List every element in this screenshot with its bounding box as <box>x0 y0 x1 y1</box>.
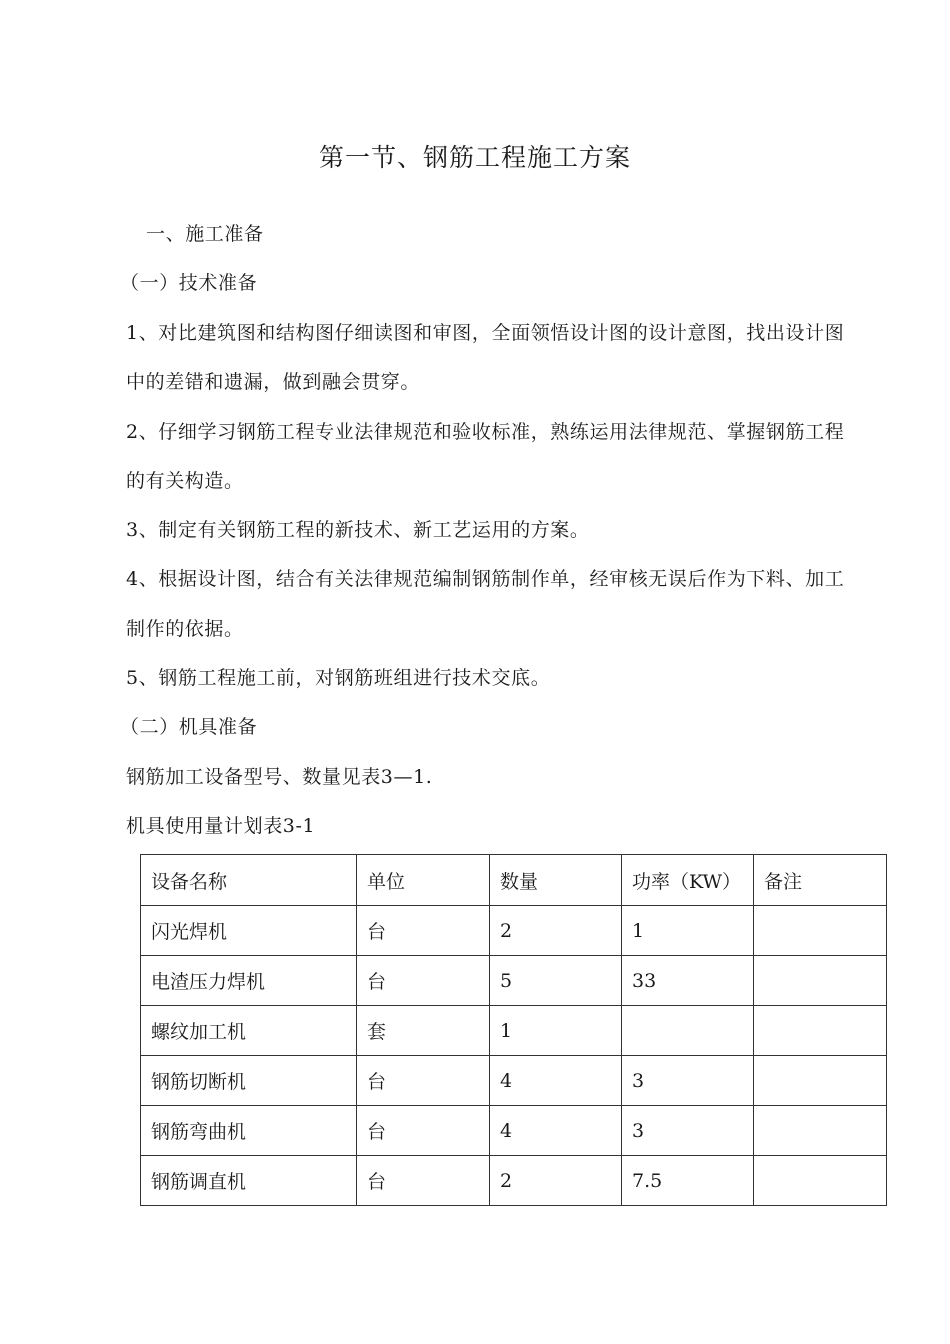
section-heading: 一、施工准备 <box>146 223 264 245</box>
table-cell: 4 <box>490 1106 622 1156</box>
table-cell: 台 <box>357 906 490 956</box>
paragraph-line: 5、钢筋工程施工前，对钢筋班组进行技术交底。 <box>126 667 551 689</box>
table-cell: 3 <box>622 1056 754 1106</box>
table-row <box>141 1156 887 1206</box>
paragraph-line: 2、仔细学习钢筋工程专业法律规范和验收标准，熟练运用法律规范、掌握钢筋工程 <box>126 421 845 443</box>
subsection-heading: （一）技术准备 <box>120 272 258 294</box>
table-cell: 螺纹加工机 <box>141 1006 357 1056</box>
table-cell: 33 <box>622 956 754 1006</box>
paragraph-line: 4、根据设计图，结合有关法律规范编制钢筋制作单，经审核无误后作为下料、加工 <box>126 568 845 590</box>
table-cell: 5 <box>490 956 622 1006</box>
paragraph-line: 1、对比建筑图和结构图仔细读图和审图，全面领悟设计图的设计意图，找出设计图 <box>126 322 845 344</box>
table-cell: 1 <box>622 906 754 956</box>
table-cell: 3 <box>622 1106 754 1156</box>
table-cell <box>754 1156 887 1206</box>
table-cell <box>622 1006 754 1056</box>
paragraph-line: 的有关构造。 <box>126 470 244 492</box>
table-cell: 台 <box>357 1106 490 1156</box>
table-cell: 闪光焊机 <box>141 906 357 956</box>
table-cell: 1 <box>490 1006 622 1056</box>
page-title: 第一节、钢筋工程施工方案 <box>318 143 631 172</box>
table-cell: 钢筋弯曲机 <box>141 1106 357 1156</box>
table-cell: 钢筋调直机 <box>141 1156 357 1206</box>
table-cell <box>754 1106 887 1156</box>
table-cell <box>754 906 887 956</box>
paragraph-line: 3、制定有关钢筋工程的新技术、新工艺运用的方案。 <box>126 519 590 541</box>
table-header-cell: 备注 <box>754 855 887 906</box>
subsection-heading: （二）机具准备 <box>120 716 258 738</box>
table-row <box>141 1106 887 1156</box>
table-row <box>141 1056 887 1106</box>
table-header-cell: 单位 <box>357 855 490 906</box>
table-cell <box>754 1056 887 1106</box>
table-cell: 4 <box>490 1056 622 1106</box>
table-header-cell: 设备名称 <box>141 855 357 906</box>
table-cell: 2 <box>490 1156 622 1206</box>
table-cell: 套 <box>357 1006 490 1056</box>
table-row <box>141 906 887 956</box>
table-header-cell: 功率（KW） <box>622 855 754 906</box>
table-cell: 电渣压力焊机 <box>141 956 357 1006</box>
table-cell: 台 <box>357 1056 490 1106</box>
table-row <box>141 1006 887 1056</box>
table-cell: 2 <box>490 906 622 956</box>
paragraph-line: 制作的依据。 <box>126 618 244 640</box>
table-cell: 台 <box>357 1156 490 1206</box>
equipment-table <box>140 854 887 1206</box>
table-cell: 7.5 <box>622 1156 754 1206</box>
table-cell: 台 <box>357 956 490 1006</box>
table-cell <box>754 956 887 1006</box>
paragraph-line: 中的差错和遗漏，做到融会贯穿。 <box>126 371 421 393</box>
table-cell: 钢筋切断机 <box>141 1056 357 1106</box>
paragraph-line: 钢筋加工设备型号、数量见表3—1. <box>126 766 433 788</box>
table-header-row <box>141 855 887 906</box>
table-row <box>141 956 887 1006</box>
table-cell <box>754 1006 887 1056</box>
table-header-cell: 数量 <box>490 855 622 906</box>
table-caption: 机具使用量计划表3-1 <box>126 815 316 837</box>
